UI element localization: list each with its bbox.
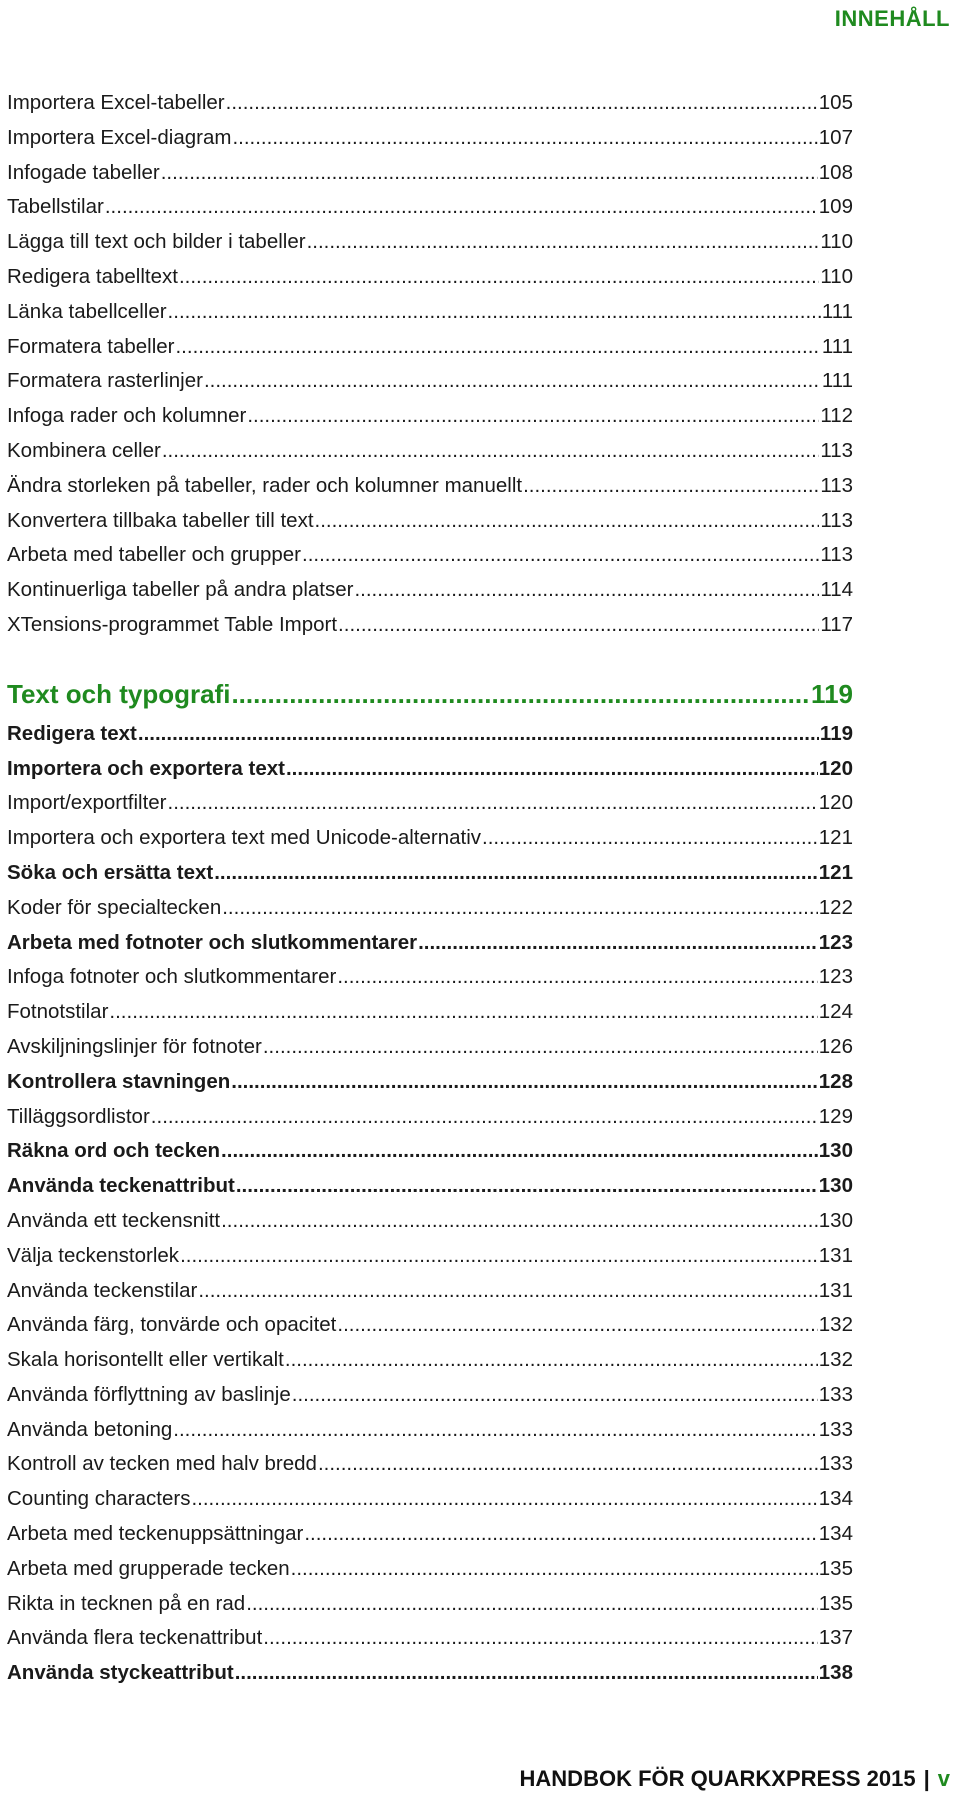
toc-entry[interactable] (7, 926, 853, 961)
toc-entry-title: Avskiljningslinjer för fotnoter (7, 1034, 262, 1058)
toc-entry[interactable] (7, 364, 853, 399)
toc-entry-page: 128 (818, 1069, 853, 1093)
toc-entry-title: Arbeta med tabeller och grupper (7, 543, 302, 567)
dot-leader (338, 608, 819, 643)
toc-entry[interactable] (7, 1587, 853, 1622)
toc-entry-page: 110 (820, 230, 853, 254)
toc-entry[interactable] (7, 399, 853, 434)
toc-entry-title: Kontinuerliga tabeller på andra platser (7, 578, 354, 602)
toc-entry-page: 130 (818, 1208, 853, 1232)
toc-entry-page: 105 (818, 91, 853, 114)
dot-leader (482, 821, 818, 856)
dot-leader (221, 1204, 818, 1239)
toc-entry[interactable] (7, 469, 853, 504)
toc-entry[interactable] (7, 190, 853, 225)
toc-entry-page: 117 (820, 612, 853, 636)
toc-entry-title: Fotnotstilar (7, 1000, 109, 1024)
toc-entry-title: Använda styckeattribut (7, 1661, 234, 1685)
toc-entry-title: Tabellstilar (7, 195, 104, 219)
toc-entry-title: Välja teckenstorlek (7, 1243, 180, 1267)
toc-entry-page: 119 (819, 721, 853, 745)
dot-leader (191, 1482, 817, 1517)
toc-entry-page: 130 (818, 1139, 853, 1163)
toc-entry-page: 133 (818, 1382, 853, 1406)
toc-entry-title: Arbeta med grupperade tecken (7, 1556, 290, 1580)
dot-leader (354, 573, 819, 608)
dot-leader (418, 926, 818, 961)
toc-entry[interactable] (7, 1030, 853, 1065)
toc-entry-title: Kontroll av tecken med halv bredd (7, 1452, 317, 1476)
toc-entry[interactable] (7, 260, 853, 295)
toc-entry-title: Importera Excel-diagram (7, 125, 232, 149)
dot-leader (285, 1343, 818, 1378)
toc-entry-title: Använda teckenstilar (7, 1278, 198, 1302)
toc-entry[interactable] (7, 752, 853, 787)
toc-entry-title: Redigera text (7, 721, 137, 745)
toc-chapter-page: 119 (811, 678, 853, 709)
dot-leader (179, 260, 819, 295)
dot-leader (235, 1656, 818, 1691)
toc-entry[interactable] (7, 786, 853, 821)
dot-leader (173, 1413, 818, 1448)
toc-entry[interactable] (7, 891, 853, 926)
toc-chapter-title: Text och typografi (7, 678, 231, 709)
toc-entry-page: 129 (818, 1104, 853, 1128)
toc-entry-title: Använda flera teckenattribut (7, 1626, 263, 1650)
dot-leader (222, 891, 818, 926)
toc-entry-title: Kontrollera stavningen (7, 1069, 231, 1093)
toc-entry[interactable] (7, 1134, 853, 1169)
dot-leader (286, 752, 818, 787)
dot-leader (231, 1065, 818, 1100)
toc-entry[interactable] (7, 1308, 853, 1343)
dot-leader (263, 1030, 818, 1065)
toc-entry[interactable] (7, 156, 853, 191)
toc-entry-title: Använda färg, tonvärde och opacitet (7, 1313, 337, 1337)
dot-leader (302, 538, 819, 573)
dot-leader (318, 1447, 818, 1482)
toc-entry-title: Counting characters (7, 1487, 191, 1511)
toc-entry-page: 123 (818, 965, 853, 989)
toc-entry-page: 132 (818, 1313, 853, 1337)
toc-entry[interactable] (7, 1274, 853, 1309)
toc-group-text-typography (7, 717, 853, 1691)
toc-entry[interactable] (7, 1447, 853, 1482)
dot-leader (138, 717, 819, 752)
toc-entry[interactable] (7, 1621, 853, 1656)
toc-entry-page: 124 (818, 1000, 853, 1024)
footer-page-number: v (937, 1766, 950, 1791)
toc-entry-page: 121 (818, 826, 853, 850)
dot-leader (232, 121, 817, 156)
toc-entry-title: Använda betoning (7, 1417, 173, 1441)
toc-entry[interactable] (7, 1100, 853, 1135)
dot-leader (109, 995, 817, 1030)
toc-entry[interactable] (7, 1552, 853, 1587)
toc-entry[interactable] (7, 1378, 853, 1413)
dot-leader (221, 1134, 818, 1169)
dot-leader (247, 399, 819, 434)
toc-entry-page: 111 (821, 369, 853, 393)
toc-entry-title: Länka tabellceller (7, 299, 167, 323)
toc-entry-page: 138 (818, 1661, 853, 1685)
toc-entry-page: 120 (818, 756, 853, 780)
dot-leader (307, 225, 820, 260)
toc-group-tables (7, 86, 853, 643)
toc-entry[interactable] (7, 225, 853, 260)
toc-entry-title: Importera Excel-tabeller (7, 91, 225, 114)
toc-entry-title: Infoga rader och kolumner (7, 404, 247, 428)
toc-entry-title: Koder för specialtecken (7, 895, 222, 919)
toc-entry-title: Rikta in tecknen på en rad (7, 1591, 246, 1615)
toc-entry-page: 132 (818, 1348, 853, 1372)
dot-leader (523, 469, 819, 504)
toc-entry-page: 131 (818, 1278, 853, 1302)
toc-entry[interactable] (7, 1413, 853, 1448)
toc-entry[interactable] (7, 1343, 853, 1378)
dot-leader (304, 1517, 817, 1552)
toc-entry-title: Redigera tabelltext (7, 264, 178, 288)
toc-entry-title: Infoga fotnoter och slutkommentarer (7, 965, 337, 989)
toc-entry-page: 114 (820, 578, 853, 602)
toc-entry[interactable] (7, 504, 853, 539)
toc-entry[interactable] (7, 330, 853, 365)
toc-entry[interactable] (7, 1517, 853, 1552)
toc-entry[interactable] (7, 1204, 853, 1239)
toc-entry-page: 113 (820, 543, 853, 567)
dot-leader (226, 86, 818, 121)
toc-entry-page: 123 (818, 930, 853, 954)
dot-leader (236, 1169, 818, 1204)
toc-entry[interactable] (7, 86, 853, 121)
toc-entry-title: Infogade tabeller (7, 160, 160, 184)
dot-leader (168, 295, 821, 330)
toc-entry-title: XTensions-programmet Table Import (7, 612, 338, 636)
page-footer (520, 1766, 950, 1792)
toc-entry-page: 122 (818, 895, 853, 919)
toc-entry-page: 131 (818, 1243, 853, 1267)
toc-entry-page: 135 (818, 1556, 853, 1580)
dot-leader (175, 330, 820, 365)
toc-entry-page: 107 (818, 125, 853, 149)
toc-entry-title: Använda teckenattribut (7, 1174, 235, 1198)
toc-entry-page: 126 (818, 1034, 853, 1058)
toc-entry-title: Formatera tabeller (7, 334, 175, 358)
dot-leader (198, 1274, 817, 1309)
toc-entry-page: 137 (818, 1626, 853, 1650)
toc-entry-page: 113 (820, 438, 853, 462)
dot-leader (180, 1239, 818, 1274)
toc-entry[interactable] (7, 1169, 853, 1204)
dot-leader (105, 190, 818, 225)
toc-entry-title: Arbeta med fotnoter och slutkommentarer (7, 930, 418, 954)
toc-entry-title: Konvertera tillbaka tabeller till text (7, 508, 314, 532)
dot-leader (263, 1621, 818, 1656)
toc-entry[interactable] (7, 295, 853, 330)
dot-leader (231, 671, 810, 717)
toc-entry-page: 120 (818, 791, 853, 815)
toc-entry-title: Importera och exportera text med Unicode-alternativ (7, 826, 482, 850)
footer-separator: | (923, 1766, 930, 1791)
toc-entry[interactable] (7, 573, 853, 608)
toc-entry[interactable] (7, 717, 853, 752)
toc-entry-page: 111 (821, 299, 853, 323)
toc-entry-title: Skala horisontellt eller vertikalt (7, 1348, 284, 1372)
toc-entry-page: 111 (821, 334, 853, 358)
toc-entry-page: 121 (818, 860, 853, 884)
toc-entry-title: Lägga till text och bilder i tabeller (7, 230, 306, 254)
toc-entry-title: Söka och ersätta text (7, 860, 214, 884)
toc-entry-title: Ändra storleken på tabeller, rader och kolumner manuellt (7, 473, 523, 497)
toc-entry-page: 113 (820, 508, 853, 532)
toc-entry-page: 135 (818, 1591, 853, 1615)
dot-leader (204, 364, 821, 399)
table-of-contents (7, 86, 853, 1691)
toc-entry-title: Importera och exportera text (7, 756, 285, 780)
toc-entry-page: 108 (818, 160, 853, 184)
dot-leader (168, 786, 818, 821)
toc-entry-page: 134 (818, 1487, 853, 1511)
toc-entry-page: 133 (818, 1417, 853, 1441)
toc-entry-title: Kombinera celler (7, 438, 161, 462)
toc-entry[interactable] (7, 1065, 853, 1100)
toc-entry-page: 112 (820, 404, 853, 428)
toc-entry[interactable] (7, 995, 853, 1030)
section-title: INNEHÅLL (834, 6, 950, 31)
toc-entry-title: Formatera rasterlinjer (7, 369, 203, 393)
toc-entry-title: Räkna ord och tecken (7, 1139, 221, 1163)
toc-entry[interactable] (7, 856, 853, 891)
toc-entry-title: Import/exportfilter (7, 791, 167, 815)
toc-entry-page: 134 (818, 1522, 853, 1546)
toc-entry[interactable] (7, 608, 853, 643)
toc-chapter-heading[interactable] (7, 671, 853, 717)
dot-leader (214, 856, 818, 891)
toc-entry[interactable] (7, 121, 853, 156)
toc-entry[interactable] (7, 821, 853, 856)
toc-entry[interactable] (7, 434, 853, 469)
toc-entry-page: 130 (818, 1174, 853, 1198)
toc-gap (7, 643, 853, 671)
dot-leader (161, 156, 818, 191)
dot-leader (162, 434, 819, 469)
footer-book-title: HANDBOK FÖR QUARKXPRESS 2015 (519, 1766, 916, 1791)
toc-entry[interactable] (7, 960, 853, 995)
dot-leader (291, 1552, 818, 1587)
dot-leader (337, 1308, 817, 1343)
toc-entry[interactable] (7, 1239, 853, 1274)
dot-leader (292, 1378, 818, 1413)
toc-entry-title: Använda förflyttning av baslinje (7, 1382, 291, 1406)
toc-entry[interactable] (7, 538, 853, 573)
dot-leader (315, 504, 820, 539)
dot-leader (151, 1100, 818, 1135)
toc-entry-page: 110 (820, 264, 853, 288)
toc-entry-title: Arbeta med teckenuppsättningar (7, 1522, 304, 1546)
dot-leader (337, 960, 817, 995)
toc-entry-page: 109 (818, 195, 853, 219)
toc-entry-title: Tilläggsordlistor (7, 1104, 150, 1128)
toc-entry-page: 113 (820, 473, 853, 497)
dot-leader (246, 1587, 818, 1622)
toc-entry[interactable] (7, 1482, 853, 1517)
toc-entry-title: Använda ett teckensnitt (7, 1208, 221, 1232)
toc-entry[interactable] (7, 1656, 853, 1691)
toc-entry-page: 133 (818, 1452, 853, 1476)
